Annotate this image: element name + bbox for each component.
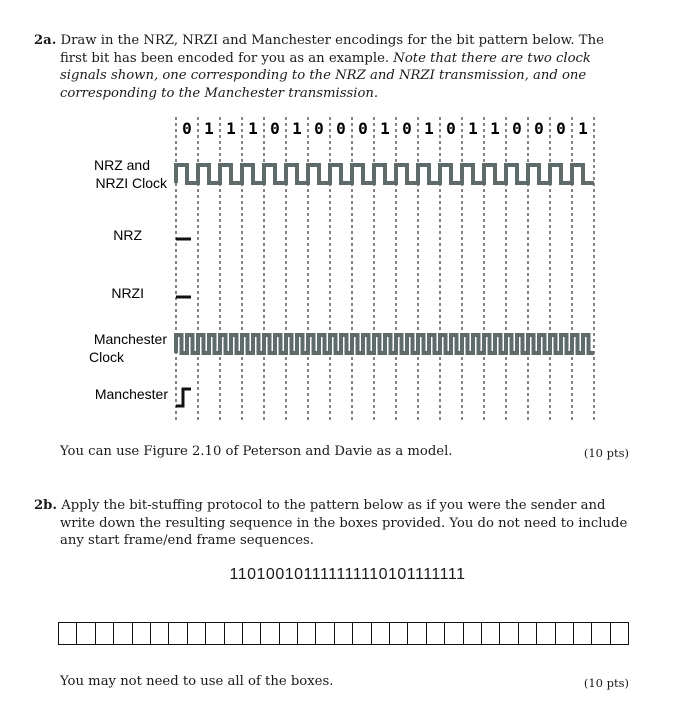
bit-boundary-lines [176,117,594,422]
answer-box[interactable] [574,622,592,645]
bit-label: 0 [446,119,456,138]
answer-box[interactable] [206,622,224,645]
answer-box[interactable] [592,622,610,645]
answer-box[interactable] [353,622,371,645]
nrzi-label: NRZI [111,285,144,301]
answer-box[interactable] [225,622,243,645]
question-2a-instructions: Draw in the NRZ, NRZI and Manchester encodings for the bit pattern below. The first bit has been encoded for you as an example. [60,33,604,66]
encoding-diagram [0,110,695,425]
answer-box[interactable] [464,622,482,645]
answer-box[interactable] [243,622,261,645]
bit-stuffing-pattern: 110100101111111110101111111 [229,566,466,583]
bit-pattern-labels [182,119,588,138]
question-2b-note: You may not need to use all of the boxes. [60,674,334,689]
bit-label: 0 [512,119,522,138]
bit-label: 0 [556,119,566,138]
bit-label: 1 [292,119,302,138]
answer-box[interactable] [316,622,334,645]
answer-box[interactable] [556,622,574,645]
answer-box[interactable] [298,622,316,645]
bit-label: 0 [270,119,280,138]
question-2a-note: You can use Figure 2.10 of Peterson and Davie as a model. [60,444,453,459]
bit-label: 0 [182,119,192,138]
question-2b-label: 2b. [34,498,57,513]
answer-box[interactable] [59,622,77,645]
answer-box[interactable] [390,622,408,645]
manchester-clock-wave [176,335,594,353]
answer-box[interactable] [427,622,445,645]
manchester-clock-label-line1: Manchester [93,331,167,347]
bit-label: 1 [468,119,478,138]
answer-box[interactable] [408,622,426,645]
bit-label: 1 [578,119,588,138]
bit-label: 0 [314,119,324,138]
manchester-clock-label-line2: Clock [89,349,125,365]
answer-box[interactable] [151,622,169,645]
manchester-label: Manchester [94,386,168,402]
nrz-label: NRZ [113,227,142,243]
answer-box[interactable] [133,622,151,645]
answer-box[interactable] [372,622,390,645]
nrz-clock-label-line2: NRZI Clock [95,175,167,191]
answer-box[interactable] [169,622,187,645]
answer-box[interactable] [335,622,353,645]
bit-label: 1 [424,119,434,138]
question-2b-text [34,497,634,550]
nrz-clock-label-line1: NRZ and [93,157,150,173]
manchester-example-first-bit [176,389,191,406]
answer-box[interactable] [96,622,114,645]
bit-label: 1 [226,119,236,138]
answer-box[interactable] [500,622,518,645]
bit-label: 1 [204,119,214,138]
bit-label: 1 [248,119,258,138]
question-2a-note-italic: Note that there are two clock signals shown, one corresponding to the NRZ and NRZI transmission, and one corresponding to the Manchester transmission. [60,50,591,101]
answer-box[interactable] [261,622,279,645]
answer-box[interactable] [482,622,500,645]
bit-label: 0 [534,119,544,138]
answer-box[interactable] [537,622,555,645]
answer-box[interactable] [188,622,206,645]
question-2b-instructions: Apply the bit-stuffing protocol to the pattern below as if you were the sender and write down the resulting sequence in the boxes provided. You do not need to include any start frame/end frame sequences. [60,498,628,548]
answer-box[interactable] [445,622,463,645]
question-2b-points: (10 pts) [583,676,629,690]
answer-box[interactable] [114,622,132,645]
answer-box[interactable] [611,622,629,645]
bit-label: 0 [358,119,368,138]
bit-label: 0 [336,119,346,138]
answer-box[interactable] [77,622,95,645]
answer-box[interactable] [280,622,298,645]
bit-label: 0 [402,119,412,138]
answer-boxes [58,622,629,645]
question-2a-text [34,32,634,102]
nrz-clock-wave [176,165,594,183]
question-2a-points: (10 pts) [583,446,629,460]
bit-label: 1 [490,119,500,138]
answer-box[interactable] [519,622,537,645]
bit-label: 1 [380,119,390,138]
question-2a-label: 2a. [34,33,57,48]
